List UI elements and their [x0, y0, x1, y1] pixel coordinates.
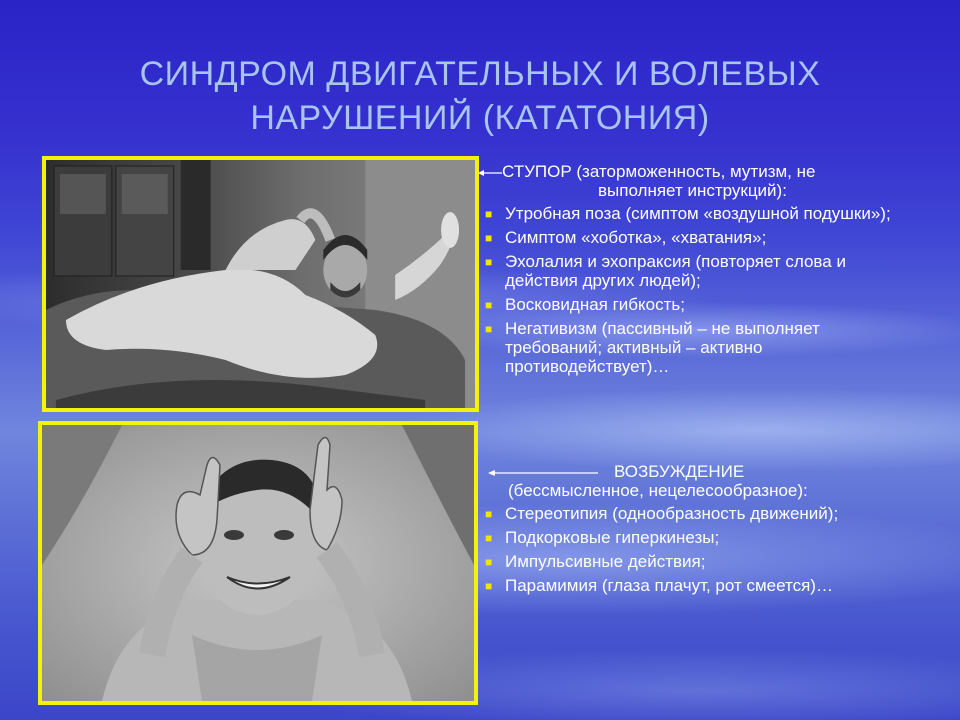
stupor-heading-cont: выполняет инструкций):: [598, 181, 787, 200]
left-arrow-icon: [488, 468, 598, 478]
list-item: ■ Негативизм (пассивный – не выполняет требований; активный – активно противодействует)…: [485, 319, 820, 376]
left-arrow-icon: [478, 168, 502, 178]
square-bullet-icon: ■: [485, 555, 493, 569]
square-bullet-icon: ■: [485, 531, 493, 545]
square-bullet-icon: ■: [485, 507, 493, 521]
stupor-heading: СТУПОР (заторможенность, мутизм, не: [502, 162, 816, 181]
list-item: ■ Утробная поза (симптом «воздушной подушки»);: [485, 204, 891, 223]
excitement-section: [478, 462, 918, 600]
square-bullet-icon: ■: [485, 207, 493, 221]
stupor-heading-line: [478, 162, 918, 181]
slide-title: [60, 52, 900, 140]
square-bullet-icon: ■: [485, 231, 493, 245]
list-item: ■ Парамимия (глаза плачут, рот смеется)…: [485, 576, 833, 595]
list-item: ■ Импульсивные действия;: [485, 552, 706, 571]
stupor-list: [478, 204, 918, 376]
stupor-patient-photo: [42, 156, 479, 412]
excitement-subheading: (бессмысленное, нецелесообразное):: [508, 481, 808, 500]
square-bullet-icon: ■: [485, 255, 493, 269]
title-line-1: СИНДРОМ ДВИГАТЕЛЬНЫХ И ВОЛЕВЫХ: [139, 55, 821, 93]
square-bullet-icon: ■: [485, 579, 493, 593]
square-bullet-icon: ■: [485, 298, 493, 312]
stupor-section: [478, 162, 918, 381]
title-line-2: НАРУШЕНИЙ (КАТАТОНИЯ): [250, 99, 710, 137]
list-item: ■ Эхолалия и эхопраксия (повторяет слова и действия других людей);: [485, 252, 846, 290]
excitement-heading-line: [478, 462, 918, 481]
square-bullet-icon: ■: [485, 322, 493, 336]
excitement-list: [478, 504, 918, 595]
list-item: ■ Симптом «хоботка», «хватания»;: [485, 228, 767, 247]
excitement-patient-photo: [38, 421, 478, 705]
list-item: ■ Восковидная гибкость;: [485, 295, 685, 314]
excitement-heading: ВОЗБУЖДЕНИЕ: [614, 462, 745, 481]
list-item: ■ Подкорковые гиперкинезы;: [485, 528, 720, 547]
list-item: ■ Стереотипия (однообразность движений);: [485, 504, 839, 523]
